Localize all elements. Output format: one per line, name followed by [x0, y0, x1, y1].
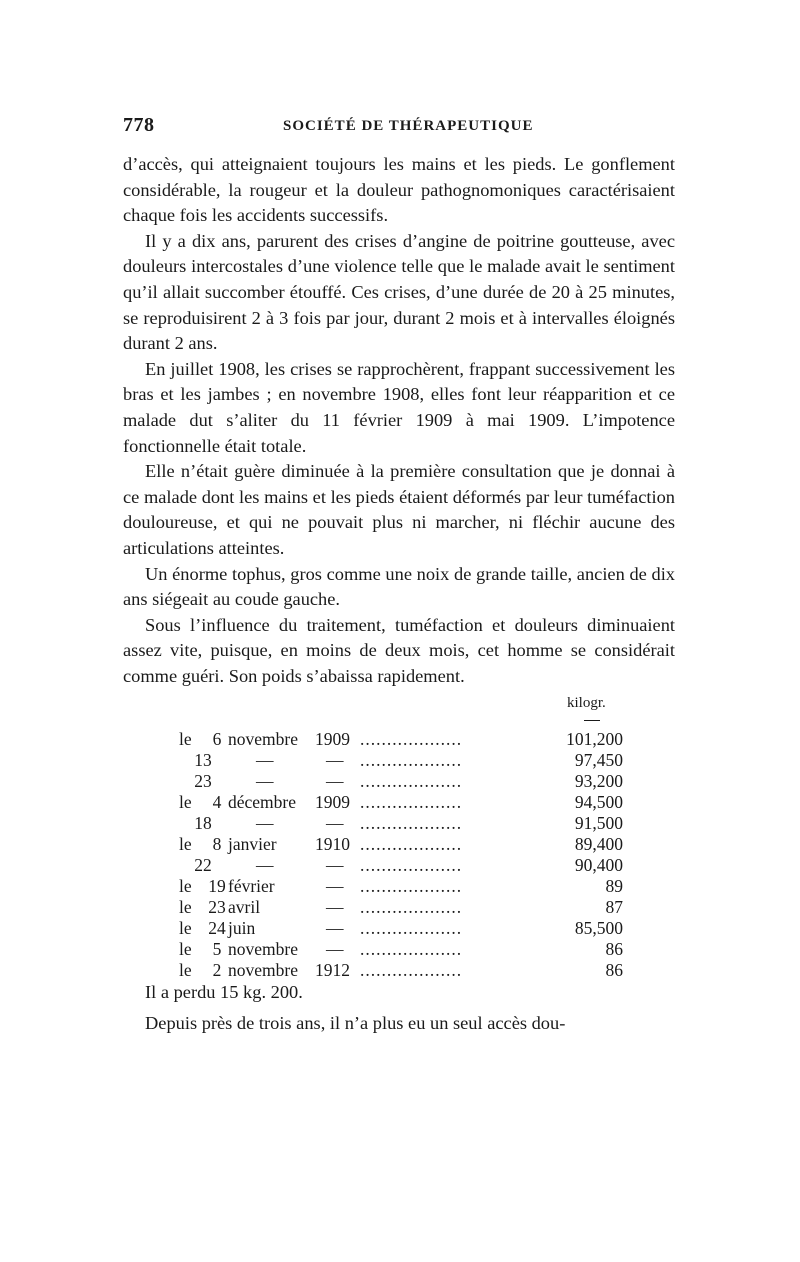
row-prefix: le	[179, 960, 192, 980]
row-day: 23	[208, 897, 226, 917]
row-leader-dots: ...................	[360, 918, 463, 938]
weight-row	[0, 791, 800, 813]
row-day: 19	[208, 876, 226, 896]
row-month: décembre	[228, 792, 297, 812]
weight-row	[0, 728, 800, 750]
row-weight-value: 89,400	[574, 834, 623, 854]
row-weight-value: 90,400	[574, 855, 623, 875]
row-day: 23	[194, 771, 212, 791]
row-prefix: le	[179, 834, 192, 854]
row-leader-dots: ...................	[360, 834, 463, 854]
row-year: —	[326, 813, 344, 833]
paragraph-continuation: d’accès, qui atteignaient toujours les mains et les pieds. Le gonflement considérable, la rougeur et la douleur pathognomoniques caractérisaient chaque fois les accidents successifs.	[123, 154, 675, 226]
row-leader-dots: ...................	[360, 939, 463, 959]
weight-loss-summary: Il a perdu 15 kg. 200.	[145, 982, 303, 1002]
page-header	[123, 114, 673, 144]
row-weight-value: 85,500	[574, 918, 623, 938]
page-number: 778	[123, 114, 155, 136]
row-year: 1909	[315, 729, 350, 749]
row-month: —	[256, 750, 274, 770]
weight-row	[0, 770, 800, 792]
row-day: 13	[194, 750, 212, 770]
row-month: —	[256, 855, 274, 875]
row-year: —	[326, 771, 344, 791]
row-day: 4	[212, 792, 222, 812]
row-leader-dots: ...................	[360, 855, 463, 875]
row-leader-dots: ...................	[360, 792, 463, 812]
row-leader-dots: ...................	[360, 813, 463, 833]
row-prefix: le	[179, 939, 192, 959]
weight-row	[0, 749, 800, 771]
row-month: novembre	[228, 939, 298, 959]
row-month: février	[228, 876, 275, 896]
row-year: 1909	[315, 792, 350, 812]
row-weight-value: 97,450	[574, 750, 623, 770]
paragraph-july-1908: En juillet 1908, les crises se rapprochèrent, frappant successivement les bras et les jambes ; en novembre 1908, elles font leur réapparition et ce malade dut s’aliter du 11 février 1909 à mai 1909. L’impotence fonctionnelle était totale.	[123, 358, 675, 456]
paragraph-tophus: Un énorme tophus, gros comme une noix de grande taille, ancien de dix ans siégeait au coude gauche.	[123, 563, 675, 610]
paragraph-treatment: Sous l’influence du traitement, tuméfaction et douleurs diminuaient assez vite, puisque, en moins de deux mois, cet homme se considérait comme guéri. Son poids s’abaissa rapidement.	[123, 614, 675, 686]
weight-row	[0, 812, 800, 834]
row-year: —	[326, 918, 344, 938]
row-prefix: le	[179, 897, 192, 917]
row-year: —	[326, 750, 344, 770]
weight-unit-label: kilogr.	[567, 695, 606, 711]
row-year: —	[326, 939, 344, 959]
row-month: juin	[228, 918, 256, 938]
row-weight-value: 94,500	[574, 792, 623, 812]
row-month: novembre	[228, 729, 298, 749]
row-year: —	[326, 855, 344, 875]
row-year: —	[326, 897, 344, 917]
weight-row	[0, 917, 800, 939]
row-prefix: le	[179, 729, 192, 749]
row-month: avril	[228, 897, 261, 917]
row-leader-dots: ...................	[360, 729, 463, 749]
row-day: 8	[212, 834, 222, 854]
row-day: 18	[194, 813, 212, 833]
weight-row	[0, 896, 800, 918]
row-leader-dots: ...................	[360, 771, 463, 791]
row-month: —	[256, 813, 274, 833]
row-month: janvier	[228, 834, 277, 854]
row-day: 5	[212, 939, 222, 959]
row-day: 24	[208, 918, 226, 938]
unit-divider	[584, 720, 600, 721]
row-year: —	[326, 876, 344, 896]
row-month: —	[256, 771, 274, 791]
running-title: SOCIÉTÉ DE THÉRAPEUTIQUE	[283, 118, 534, 134]
row-weight-value: 91,500	[574, 813, 623, 833]
row-weight-value: 86	[605, 960, 623, 980]
weight-row	[0, 938, 800, 960]
row-prefix: le	[179, 792, 192, 812]
weight-row	[0, 854, 800, 876]
row-prefix: le	[179, 918, 192, 938]
row-prefix: le	[179, 876, 192, 896]
row-year: 1910	[315, 834, 350, 854]
row-leader-dots: ...................	[360, 750, 463, 770]
paragraph-consultation: Elle n’était guère diminuée à la première consultation que je donnai à ce malade dont les mains et les pieds étaient déformés par leur tuméfaction douloureuse, et qui ne pouvait plus ni marcher, ni fléchir aucune des articulations atteintes.	[123, 461, 675, 558]
row-leader-dots: ...................	[360, 897, 463, 917]
row-leader-dots: ...................	[360, 876, 463, 896]
closing-paragraph: Depuis près de trois ans, il n’a plus eu un seul accès dou-	[145, 1013, 566, 1033]
row-weight-value: 93,200	[574, 771, 623, 791]
row-month: novembre	[228, 960, 298, 980]
row-day: 6	[212, 729, 222, 749]
row-weight-value: 89	[605, 876, 623, 896]
weight-row	[0, 833, 800, 855]
row-day: 2	[212, 960, 222, 980]
row-day: 22	[194, 855, 212, 875]
paragraph-angina: Il y a dix ans, parurent des crises d’angine de poitrine goutteuse, avec douleurs intercostales d’une violence telle que le malade avait le sentiment qu’il allait succomber étouffé. Ces crises, d’une durée de 20 à 25 minutes, se reproduisirent 2 à 3 fois par jour, durant 2 mois et à intervalles éloignés durant 2 ans.	[123, 230, 675, 354]
row-weight-value: 86	[605, 939, 623, 959]
body-text	[123, 152, 675, 689]
row-leader-dots: ...................	[360, 960, 463, 980]
weight-row	[0, 875, 800, 897]
row-year: 1912	[315, 960, 350, 980]
closing-text	[123, 978, 675, 1037]
row-weight-value: 101,200	[566, 729, 623, 749]
row-weight-value: 87	[605, 897, 623, 917]
